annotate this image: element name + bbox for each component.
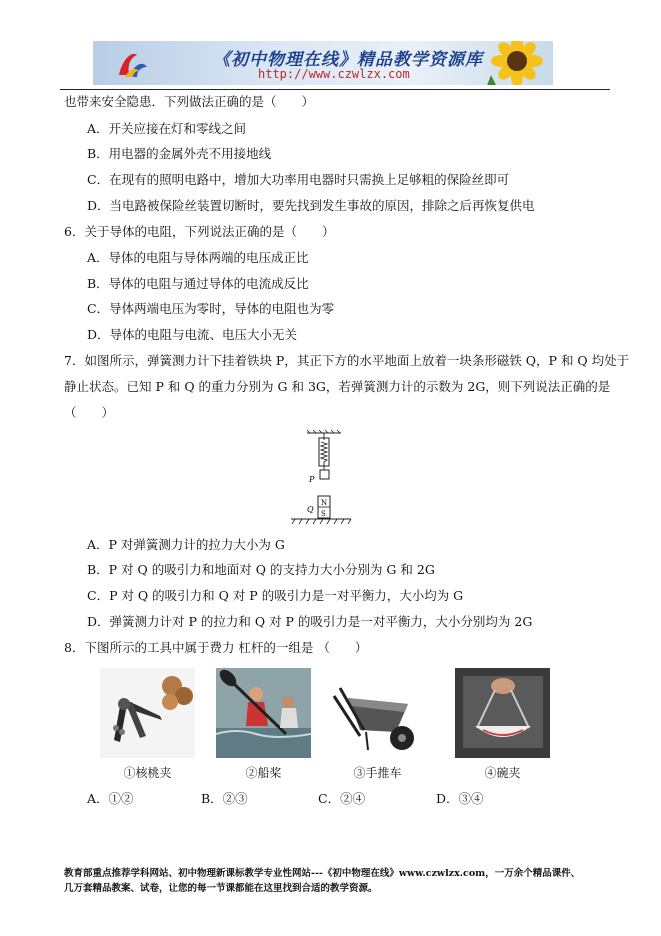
q7-option-b: B．P 对 Q 的吸引力和地面对 Q 的支持力大小分别为 G 和 2G bbox=[87, 562, 435, 577]
q6-option-c: C．导体两端电压为零时，导体的电阻也为零 bbox=[87, 301, 335, 316]
q7-option-c: C．P 对 Q 的吸引力和 Q 对 P 的吸引力是一对平衡力，大小均为 G bbox=[87, 588, 464, 603]
spring-scale-magnet-figure bbox=[285, 430, 357, 526]
q8-stem: 8．下图所示的工具中属于费力 杠杆的一组是 （ ） bbox=[64, 640, 368, 655]
bowl-clamp-photo bbox=[455, 668, 550, 758]
q6-option-b: B．导体的电阻与通过导体的电流成反比 bbox=[87, 276, 309, 291]
walnut-cracker-photo bbox=[100, 668, 195, 758]
q8-option-b: B．②③ bbox=[201, 791, 248, 806]
figure-label-n: N bbox=[321, 499, 328, 507]
q5-option-b: B．用电器的金属外壳不用接地线 bbox=[87, 146, 272, 161]
q7-stem-line1: 7．如图所示，弹簧测力计下挂着铁块 P，其正下方的水平地面上放着一块条形磁铁 Q，P 和 Q 均处于 bbox=[64, 353, 630, 368]
q7-option-a: A．P 对弹簧测力计的拉力大小为 G bbox=[87, 537, 285, 552]
q5-stem-tail: 也带来安全隐患．下列做法正确的是（ ） bbox=[64, 94, 315, 109]
q6-option-d: D．导体的电阻与电流、电压大小无关 bbox=[87, 327, 298, 342]
figure-label-q: Q bbox=[307, 505, 314, 514]
paddle-icon bbox=[216, 668, 311, 758]
figure-label-p: P bbox=[309, 475, 315, 484]
q7-stem-line3: （ ） bbox=[64, 405, 115, 420]
q5-option-a: A．开关应接在灯和零线之间 bbox=[87, 121, 247, 136]
site-logo-icon bbox=[115, 47, 149, 81]
caption-bowl-clamp: ④碗夹 bbox=[484, 766, 521, 780]
walnut-cracker-icon bbox=[100, 668, 195, 758]
q8-option-a: A．①② bbox=[87, 791, 134, 806]
q6-option-a: A．导体的电阻与导体两端的电压成正比 bbox=[87, 250, 309, 265]
q8-option-c: C．②④ bbox=[318, 791, 366, 806]
footer-line2: 几万套精品教案、试卷，让您的每一节课都能在这里找到合适的教学资源。 bbox=[64, 883, 378, 894]
banner-title: 《初中物理在线》精品教学资源库 bbox=[213, 50, 483, 70]
banner-url[interactable]: http://www.czwlzx.com bbox=[258, 67, 410, 81]
caption-paddle: ②船桨 bbox=[245, 766, 282, 780]
q5-option-c: C．在现有的照明电路中，增加大功率用电器时只需换上足够粗的保险丝即可 bbox=[87, 172, 510, 187]
q7-stem-line2: 静止状态。已知 P 和 Q 的重力分别为 G 和 3G，若弹簧测力计的示数为 2G，则下列说法正确的是 bbox=[64, 379, 611, 394]
header-banner bbox=[93, 41, 553, 85]
bowl-clamp-icon bbox=[455, 668, 550, 758]
q8-option-d: D．③④ bbox=[436, 791, 484, 806]
figure-label-s: S bbox=[321, 510, 326, 518]
q7-option-d: D．弹簧测力计对 P 的拉力和 Q 对 P 的吸引力是一对平衡力，大小分别均为 2G bbox=[87, 614, 533, 629]
q6-stem: 6．关于导体的电阻，下列说法正确的是（ ） bbox=[64, 224, 335, 239]
q5-option-d: D．当电路被保险丝装置切断时，要先找到发生事故的原因，排除之后再恢复供电 bbox=[87, 198, 535, 213]
wheelbarrow-photo bbox=[330, 668, 425, 758]
caption-walnut-cracker: ①核桃夹 bbox=[123, 766, 172, 780]
wheelbarrow-icon bbox=[330, 668, 425, 758]
header-rule bbox=[60, 89, 610, 90]
paddle-photo bbox=[216, 668, 311, 758]
footer-line1: 教育部重点推荐学科网站、初中物理新课标教学专业性网站---《初中物理在线》www.czwlzx.com，一万余个精品课件、 bbox=[64, 868, 581, 879]
sunflower-icon bbox=[477, 41, 551, 85]
caption-wheelbarrow: ③手推车 bbox=[353, 766, 402, 780]
